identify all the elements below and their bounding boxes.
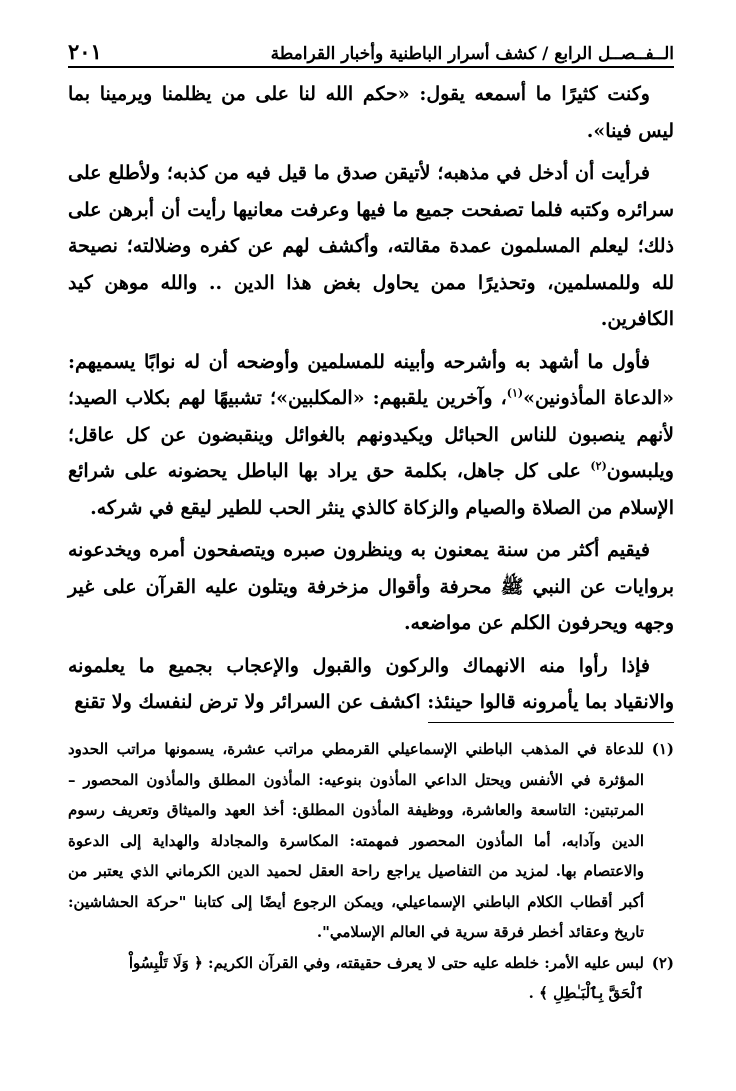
footnote-ref-1: (١) bbox=[506, 386, 524, 400]
footnote-2-number: (٢) bbox=[651, 953, 674, 972]
main-text bbox=[68, 76, 674, 721]
paragraph-5: فإذا رأوا منه الانهماك والركون والقبول والإعجاب بجميع ما يعلمونه والانقياد بما يأمرونه قالوا حينئذ: اكشف عن السرائر ولا ترض لنفسك ولا تقنع bbox=[68, 654, 674, 713]
footnote-2-text: لبس عليه الأمر: خلطه عليه حتى لا يعرف حقيقته، وفي القرآن الكريم: ﴿ وَلَا تَلْبِسُواْ bbox=[128, 953, 644, 972]
paragraph-3-part-b: ، وآخرين يلقبهم: «المكلبين»؛ تشبيهًا لهم بكلاب الصيد؛ لأنهم ينصبون للناس الحبائل ويكيدونهم بالغوائل وينقبضون عن كل عاقل؛ ويلبسون bbox=[68, 387, 674, 482]
paragraph-3-part-c: على كل جاهل، بكلمة حق يراد بها الباطل يحضونه على شرائع الإسلام من الصلاة والصيام والزكاة كالذي ينثر الحب للطير ليقع في شركه. bbox=[68, 460, 674, 519]
chapter-title: الــفــصــل الرابع / كشف أسرار الباطنية وأخبار القرامطة bbox=[270, 43, 674, 64]
footnote-ref-2: (٢) bbox=[590, 459, 607, 473]
footnote-1 bbox=[68, 734, 674, 948]
footnote-separator bbox=[428, 722, 674, 723]
footnote-1-number: (١) bbox=[651, 740, 674, 758]
paragraph-2: فرأيت أن أدخل في مذهبه؛ لأتيقن صدق ما قيل فيه من كذبه؛ ولأطلع على سرائره وكتبه فلما تصفحت جميع ما فيها وعرفت معانيها رأيت أن أبرهن على ذلك؛ ليعلم المسلمون عمدة مقالته، وأكشف لهم عن كفره وضلالته؛ نصيحة لله وللمسلمين، وتحذيرًا ممن يحاول بغض هذا الدين .. والله موهن كيد الكافرين. bbox=[68, 162, 674, 330]
footnote-1-text: للدعاة في المذهب الباطني الإسماعيلي القرمطي مراتب عشرة، يسمونها مراتب الحدود المؤثرة في الأنفس ويحتل الداعي المأذون بنوعيه: المأذون المطلق والمأذون المحصور – المرتبتين: التاسعة والعاشرة، ووظيفة المأذون المطلق: أخذ العهد والميثاق وتعريف رسوم الدين وآدابه، أما المأذون المحصور فمهمته: المكاسرة والمجادلة والهداية إلى الدعوة والاعتصام بها. لمزيد من التفاصيل يراجع راحة العقل لحميد الدين الكرماني الذي يعتبر من أكبر أقطاب الكلام الباطني الإسماعيلي، ويمكن الرجوع أيضًا إلى كتابنا "حركة الحشاشين: تاريخ وعقائد أخطر فرقة سرية في العالم الإسلامي". bbox=[68, 740, 644, 941]
paragraph-3-part-a: فأول ما أشهد به وأشرحه وأبينه للمسلمين وأوضحه أن له نوابًا يسميهم: «الدعاة المأذونين» bbox=[68, 350, 674, 409]
paragraph-3 bbox=[68, 344, 674, 527]
paragraph-1: وكنت كثيرًا ما أسمعه يقول: «حكم الله لنا على من يظلمنا ويرمينا بما ليس فينا». bbox=[68, 83, 674, 142]
footnote-2-continuation: ٱلْحَقَّ بِٱلْبَـٰطِلِ ﴾ . bbox=[528, 984, 644, 1002]
running-header bbox=[68, 30, 674, 64]
page-number: ٢٠١ bbox=[68, 38, 102, 64]
footnote-2 bbox=[68, 948, 674, 979]
paragraph-4: فيقيم أكثر من سنة يمعنون به وينظرون صبره ويتصفحون أمره ويخدعونه بروايات عن النبي ﷺ محرفة وأقوال مزخرفة ويتلون عليه القرآن على غير وجهه ويحرفون الكلم عن مواضعه. bbox=[68, 539, 674, 634]
footnotes bbox=[68, 734, 674, 1009]
header-rule bbox=[68, 66, 674, 68]
